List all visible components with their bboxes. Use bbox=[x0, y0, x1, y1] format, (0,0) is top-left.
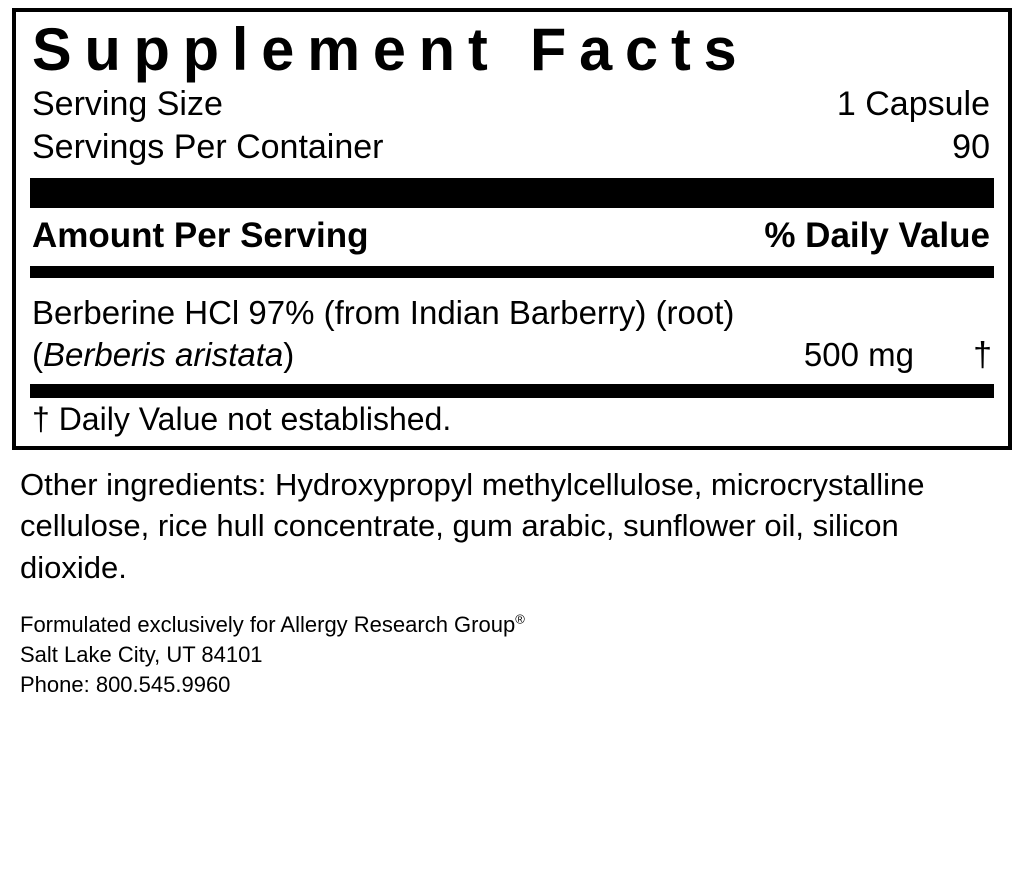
divider-thick-top bbox=[30, 178, 994, 208]
ingredient-row bbox=[30, 284, 994, 378]
page-title: Supplement Facts bbox=[31, 16, 750, 83]
paren-open: ( bbox=[32, 336, 43, 374]
divider-medium bbox=[30, 266, 994, 278]
formulated-phone: Phone: 800.545.9960 bbox=[20, 672, 231, 698]
divider-bottom bbox=[30, 384, 994, 398]
ingredient-name-line1: Berberine HCl 97% (from Indian Barberry) (root) bbox=[32, 293, 735, 331]
serving-size-row bbox=[30, 83, 994, 126]
ingredient-latin-name: Berberis aristata bbox=[43, 336, 284, 374]
servings-per-container-label: Servings Per Container bbox=[32, 128, 384, 167]
ingredient-latin-group bbox=[32, 334, 294, 376]
ingredient-daily-value-symbol: † bbox=[973, 336, 992, 375]
amount-per-serving-row bbox=[30, 208, 994, 262]
formulated-company: Formulated exclusively for Allergy Research Group bbox=[20, 611, 516, 637]
supplement-facts-panel bbox=[12, 8, 1012, 450]
paren-close: ) bbox=[283, 336, 295, 374]
formulated-block bbox=[12, 588, 1012, 701]
formulated-address: Salt Lake City, UT 84101 bbox=[20, 642, 263, 668]
servings-per-container-row bbox=[30, 126, 994, 169]
daily-value-label: % Daily Value bbox=[764, 215, 990, 255]
ingredient-name-line2 bbox=[32, 334, 992, 378]
registered-trademark-icon: ® bbox=[515, 611, 525, 627]
serving-size-label: Serving Size bbox=[32, 85, 223, 123]
formulated-line1 bbox=[20, 610, 1006, 640]
other-ingredients-text: Other ingredients: Hydroxypropyl methylcellulose, microcrystalline cellulose, rice hull concentrate, gum arabic, sunflower oil, silicon dioxide. bbox=[20, 467, 925, 585]
amount-per-serving-label: Amount Per Serving bbox=[32, 215, 369, 255]
ingredient-amount: 500 mg bbox=[803, 336, 914, 374]
servings-per-container-value: 90 bbox=[952, 128, 990, 167]
serving-size-value: 1 Capsule bbox=[836, 85, 990, 123]
daily-value-footnote: † Daily Value not established. bbox=[32, 400, 452, 437]
